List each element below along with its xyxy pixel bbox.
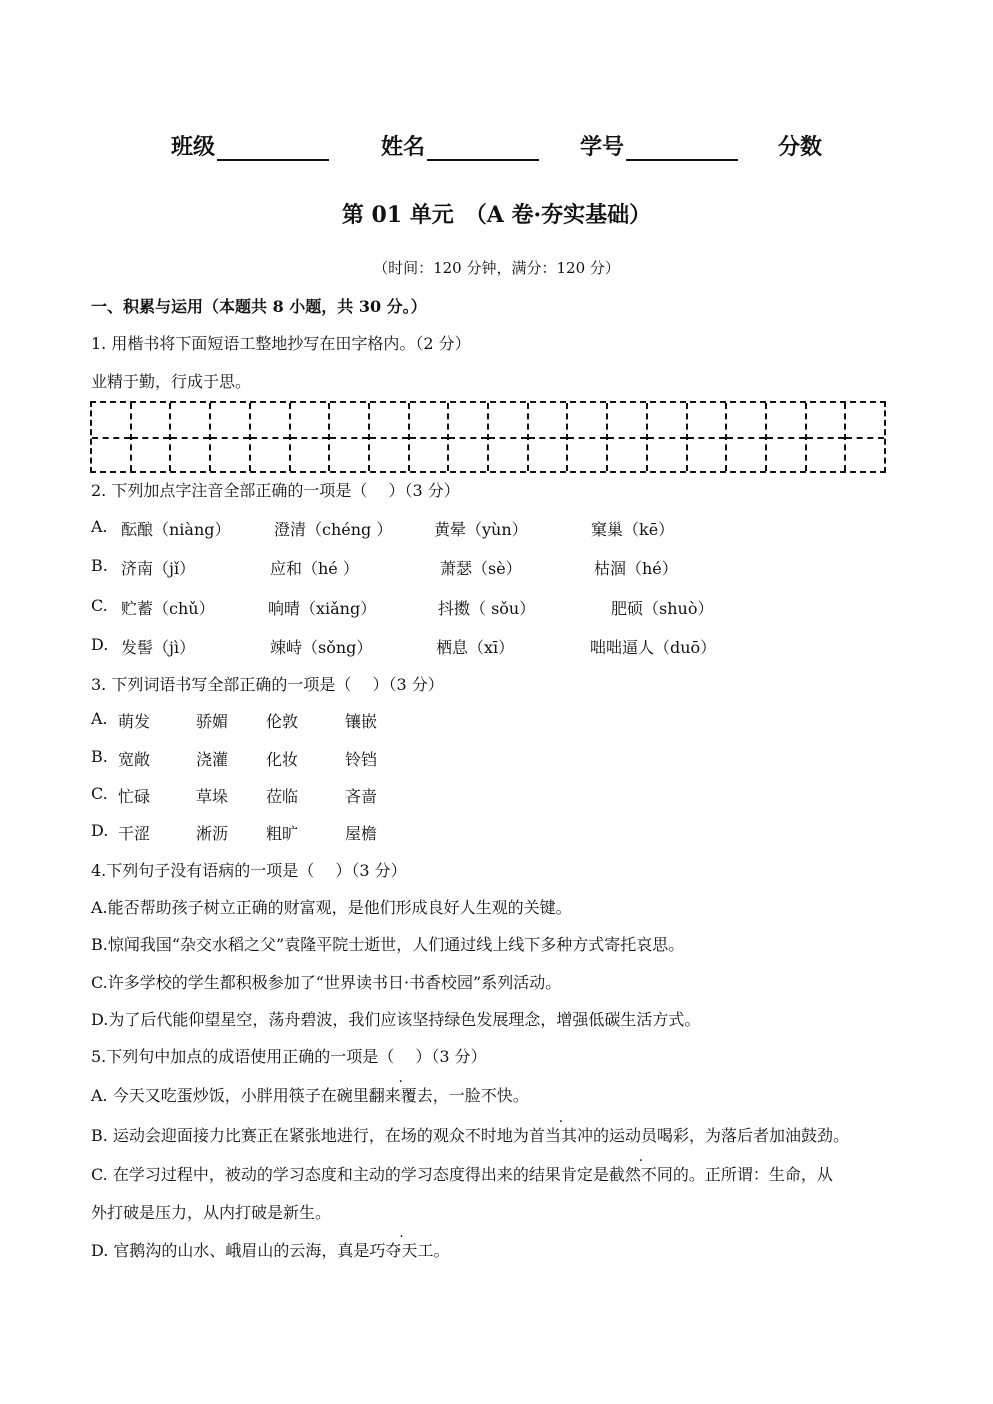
- q1-text: 业精于勤，行成于思。: [91, 372, 252, 391]
- q2-option-a-item: 酝酿（niàng）: [121, 520, 231, 539]
- q3-option-a-word: 镶嵌: [345, 712, 378, 731]
- grid-cell[interactable]: [807, 403, 847, 471]
- score-label: 分数: [778, 134, 823, 160]
- option-text: 的运动员喝彩，为落后者加油鼓劲。: [592, 1126, 849, 1145]
- q3-stem: 3. 下列词语书写全部正确的一项是（ ）（3 分）: [91, 675, 444, 694]
- q2-option-b-letter[interactable]: B.: [91, 556, 108, 575]
- option-text: B. 运动会迎面接力比赛正在紧张地进行，在场的观众不时地为: [91, 1126, 529, 1145]
- student-id-label: 学号: [580, 134, 625, 160]
- page-title: 第 01 单元 （A 卷·夯实基础）: [341, 202, 652, 228]
- q3-option-a-word: 萌发: [118, 712, 151, 731]
- q3-option-c-word: 吝啬: [345, 787, 378, 806]
- dotted-idiom: 翻来覆去: [368, 1086, 433, 1105]
- class-field: [171, 130, 329, 161]
- dotted-idiom: 首当其冲: [528, 1126, 593, 1145]
- section-heading: 一、积累与运用（本题共 8 小题，共 30 分。）: [91, 297, 427, 316]
- option-text: A. 今天又吃蛋炒饭，小胖用筷子在碗里: [91, 1086, 369, 1105]
- grid-cell[interactable]: [489, 403, 529, 471]
- q5-option-c-continued: 外打破是压力，从内打破是新生。: [91, 1203, 332, 1222]
- q3-option-d-word: 干涩: [118, 824, 151, 843]
- option-text: 。: [433, 1241, 450, 1260]
- q2-stem: 2. 下列加点字注音全部正确的一项是（ ）（3 分）: [91, 481, 460, 500]
- exam-info: （时间：120 分钟，满分：120 分）: [373, 259, 620, 277]
- q4-option-a[interactable]: A.能否帮助孩子树立正确的财富观，是他们形成良好人生观的关键。: [91, 898, 572, 917]
- q2-option-c-item: 响晴（xiǎng）: [268, 599, 377, 618]
- q3-option-b-word: 宽敞: [118, 750, 151, 769]
- grid-cell[interactable]: [529, 403, 569, 471]
- q3-option-b-word: 浇灌: [196, 750, 229, 769]
- student-id-field: [580, 130, 738, 161]
- grid-cell[interactable]: [410, 403, 450, 471]
- q2-option-d-item: 咄咄逼人（duō）: [590, 638, 717, 657]
- grid-cell[interactable]: [330, 403, 370, 471]
- grid-cell[interactable]: [211, 403, 251, 471]
- q4-stem: 4.下列句子没有语病的一项是（ ）（3 分）: [91, 861, 407, 880]
- q3-option-d-letter[interactable]: D.: [91, 821, 109, 840]
- grid-cell[interactable]: [370, 403, 410, 471]
- grid-cell[interactable]: [688, 403, 728, 471]
- option-text: C. 在学习过程中，被动的学习态度和主动的学习态度得出来的结果肯定是: [91, 1165, 609, 1184]
- q3-option-c-word: 忙碌: [118, 787, 151, 806]
- q2-option-b-item: 枯涸（hé）: [594, 559, 678, 578]
- dotted-idiom: 截然不同: [608, 1165, 673, 1184]
- grid-cell[interactable]: [648, 403, 688, 471]
- q2-option-d-item: 栖息（xī）: [436, 638, 515, 657]
- score-field: [778, 130, 822, 161]
- option-text: D. 官鹅沟的山水、峨眉山的云海，真是: [91, 1241, 370, 1260]
- option-text: 的。正所谓：生命，从: [672, 1165, 833, 1184]
- q3-option-a-letter[interactable]: A.: [91, 709, 108, 728]
- option-text: ，一脸不快。: [432, 1086, 529, 1105]
- grid-cell[interactable]: [727, 403, 767, 471]
- q3-option-c-word: 莅临: [266, 787, 299, 806]
- q2-option-b-item: 应和（hé ）: [270, 559, 359, 578]
- q2-option-a-item: 黄晕（yùn）: [434, 520, 528, 539]
- name-label: 姓名: [381, 134, 426, 160]
- grid-cell[interactable]: [608, 403, 648, 471]
- name-field: [381, 130, 539, 161]
- grid-cell[interactable]: [92, 403, 132, 471]
- q2-option-a-item: 澄清（chéng ）: [274, 520, 393, 539]
- q2-option-a-letter[interactable]: A.: [91, 517, 108, 536]
- q3-option-b-word: 铃铛: [345, 750, 378, 769]
- q3-option-c-word: 草垛: [196, 787, 229, 806]
- grid-cell[interactable]: [846, 403, 884, 471]
- q2-option-c-letter[interactable]: C.: [91, 596, 108, 615]
- q2-option-c-item: 抖擞（ sǒu）: [438, 599, 536, 618]
- grid-cell[interactable]: [291, 403, 331, 471]
- q5-option-a[interactable]: [91, 1083, 529, 1106]
- q3-option-d-word: 屋檐: [345, 824, 378, 843]
- q3-option-a-word: 伦敦: [266, 712, 299, 731]
- grid-cell[interactable]: [132, 403, 172, 471]
- q3-option-c-letter[interactable]: C.: [91, 784, 108, 803]
- grid-cell[interactable]: [171, 403, 211, 471]
- q2-option-b-item: 萧瑟（sè）: [440, 559, 522, 578]
- q2-option-c-item: 肥硕（shuò）: [611, 599, 714, 618]
- q2-option-b-item: 济南（jǐ）: [121, 559, 196, 578]
- q2-option-d-letter[interactable]: D.: [91, 635, 109, 654]
- q2-option-d-item: 竦峙（sǒng）: [270, 638, 373, 657]
- name-blank[interactable]: [427, 133, 539, 161]
- q3-option-b-letter[interactable]: B.: [91, 747, 108, 766]
- q3-option-a-word: 骄媚: [196, 712, 229, 731]
- dotted-idiom: 巧夺天工: [369, 1241, 434, 1260]
- q3-option-b-word: 化妆: [266, 750, 299, 769]
- class-blank[interactable]: [217, 133, 329, 161]
- q5-option-b[interactable]: [91, 1123, 849, 1146]
- q5-option-d[interactable]: [91, 1238, 449, 1261]
- grid-cell[interactable]: [568, 403, 608, 471]
- class-label: 班级: [171, 134, 216, 160]
- tianzige-grid[interactable]: [90, 401, 886, 473]
- q2-option-a-item: 窠巢（kē）: [591, 520, 675, 539]
- q1-stem: 1. 用楷书将下面短语工整地抄写在田字格内。（2 分）: [91, 334, 471, 353]
- q5-stem: 5.下列句中加点的成语使用正确的一项是（ ）（3 分）: [91, 1047, 487, 1066]
- q4-option-d[interactable]: D.为了后代能仰望星空，荡舟碧波，我们应该坚持绿色发展理念，增强低碳生活方式。: [91, 1010, 701, 1029]
- q2-option-c-item: 贮蓄（chǔ）: [121, 599, 215, 618]
- q3-option-d-word: 淅沥: [196, 824, 229, 843]
- grid-cell[interactable]: [251, 403, 291, 471]
- q4-option-b[interactable]: B.惊闻我国“杂交水稻之父”袁隆平院士逝世，人们通过线上线下多种方式寄托哀思。: [91, 935, 685, 954]
- grid-cell[interactable]: [449, 403, 489, 471]
- grid-cell[interactable]: [767, 403, 807, 471]
- student-id-blank[interactable]: [626, 133, 738, 161]
- q4-option-c[interactable]: C.许多学校的学生都积极参加了“世界读书日·书香校园”系列活动。: [91, 973, 562, 992]
- q5-option-c[interactable]: [91, 1162, 833, 1185]
- q2-option-d-item: 发髻（jì）: [121, 638, 196, 657]
- q3-option-d-word: 粗旷: [266, 824, 299, 843]
